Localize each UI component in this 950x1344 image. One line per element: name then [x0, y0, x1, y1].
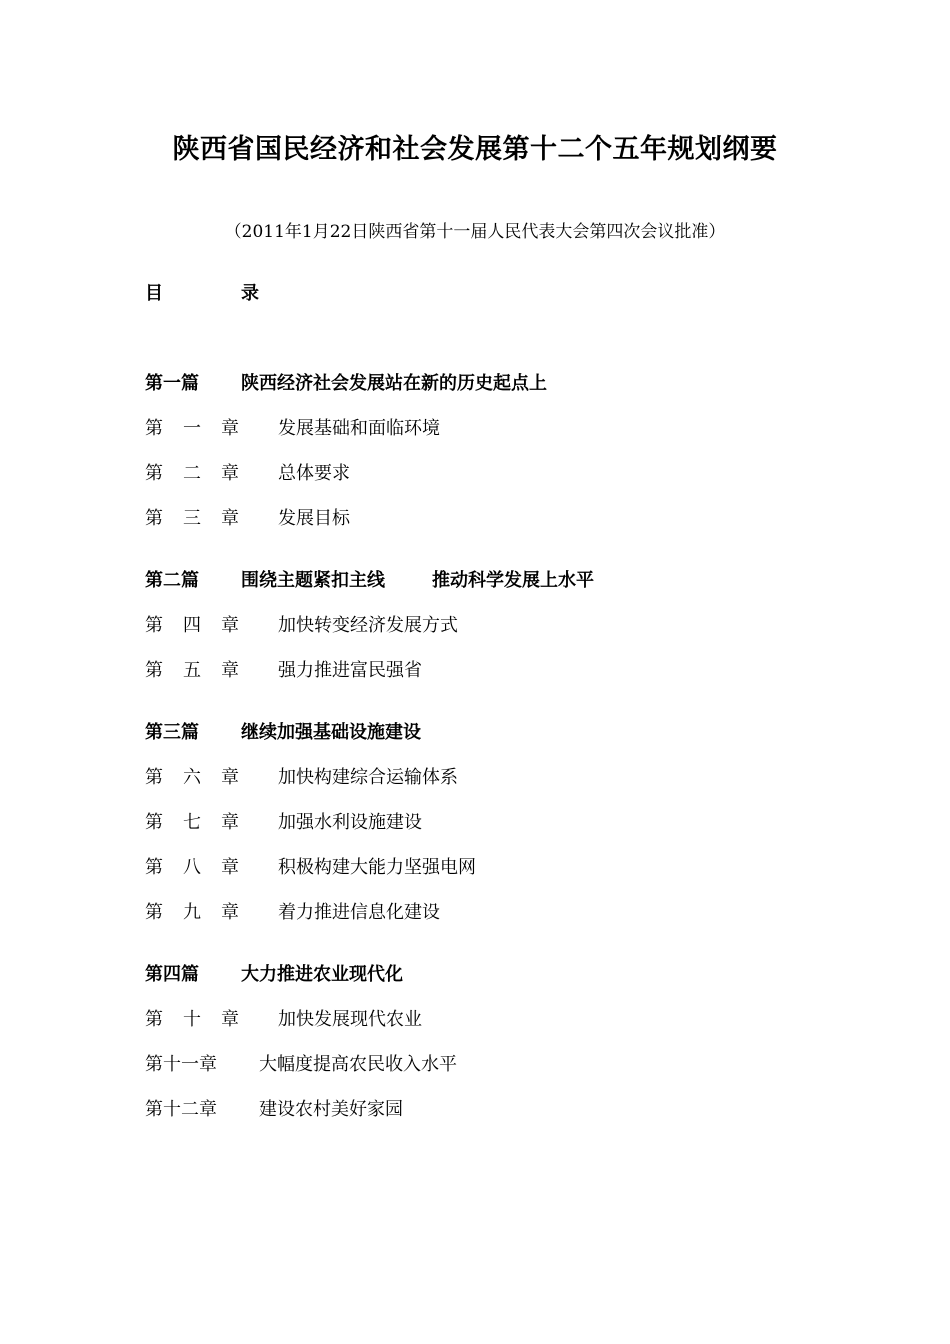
chapter-suffix: 章 [221, 902, 239, 923]
chapter-suffix: 章 [221, 660, 239, 681]
chapter-prefix: 第 [145, 660, 163, 681]
chapter-suffix: 章 [221, 418, 239, 439]
chapter-title: 加快构建综合运输体系 [278, 767, 458, 788]
chapter-prefix: 第 [145, 615, 163, 636]
chapter-suffix: 章 [221, 463, 239, 484]
chapter-number: 六 [183, 767, 201, 788]
chapter-title: 发展基础和面临环境 [278, 418, 440, 439]
chapter-number: 七 [183, 812, 201, 833]
chapter-prefix: 第 [145, 902, 163, 923]
chapter-title: 加强水利设施建设 [278, 812, 422, 833]
chapter-number: 九 [183, 902, 201, 923]
chapter-title: 强力推进富民强省 [278, 660, 422, 681]
chapter-prefix: 第 [145, 463, 163, 484]
toc-part-title: 陕西经济社会发展站在新的历史起点上 [241, 373, 547, 394]
chapter-prefix: 第 [145, 857, 163, 878]
chapter-suffix: 章 [221, 767, 239, 788]
chapter-suffix: 章 [221, 615, 239, 636]
chapter-title: 建设农村美好家园 [259, 1099, 403, 1120]
chapter-title: 大幅度提高农民收入水平 [259, 1054, 457, 1075]
chapter-suffix: 章 [221, 508, 239, 529]
chapter-prefix: 第 [145, 508, 163, 529]
chapter-label: 第十二章 [145, 1099, 217, 1120]
chapter-prefix: 第 [145, 418, 163, 439]
chapter-suffix: 章 [221, 812, 239, 833]
chapter-suffix: 章 [221, 857, 239, 878]
chapter-prefix: 第 [145, 1009, 163, 1030]
toc-part-title: 围绕主题紧扣主线 [241, 570, 385, 591]
chapter-title: 发展目标 [278, 508, 350, 529]
toc-heading-left: 目 [145, 283, 163, 304]
chapter-number: 四 [183, 615, 201, 636]
chapter-suffix: 章 [221, 1009, 239, 1030]
toc-part-title: 继续加强基础设施建设 [241, 722, 421, 743]
chapter-number: 五 [183, 660, 201, 681]
document-subtitle: （2011年1月22日陕西省第十一届人民代表大会第四次会议批准） [224, 222, 726, 242]
toc-part-label: 第一篇 [145, 373, 199, 394]
document-title: 陕西省国民经济和社会发展第十二个五年规划纲要 [172, 134, 778, 165]
chapter-number: 十 [183, 1009, 201, 1030]
chapter-prefix: 第 [145, 767, 163, 788]
chapter-number: 三 [183, 508, 201, 529]
toc-heading-right: 录 [241, 283, 259, 304]
chapter-label: 第十一章 [145, 1054, 217, 1075]
chapter-number: 八 [183, 857, 201, 878]
toc-part-title-2: 推动科学发展上水平 [432, 570, 594, 591]
toc-part-label: 第三篇 [145, 722, 199, 743]
chapter-number: 一 [183, 418, 201, 439]
chapter-title: 加快转变经济发展方式 [278, 615, 458, 636]
chapter-title: 总体要求 [278, 463, 350, 484]
chapter-number: 二 [183, 463, 201, 484]
toc-part-title: 大力推进农业现代化 [241, 964, 403, 985]
chapter-title: 积极构建大能力坚强电网 [278, 857, 476, 878]
chapter-prefix: 第 [145, 812, 163, 833]
chapter-title: 加快发展现代农业 [278, 1009, 422, 1030]
toc-part-label: 第四篇 [145, 964, 199, 985]
toc-part-label: 第二篇 [145, 570, 199, 591]
chapter-title: 着力推进信息化建设 [278, 902, 440, 923]
